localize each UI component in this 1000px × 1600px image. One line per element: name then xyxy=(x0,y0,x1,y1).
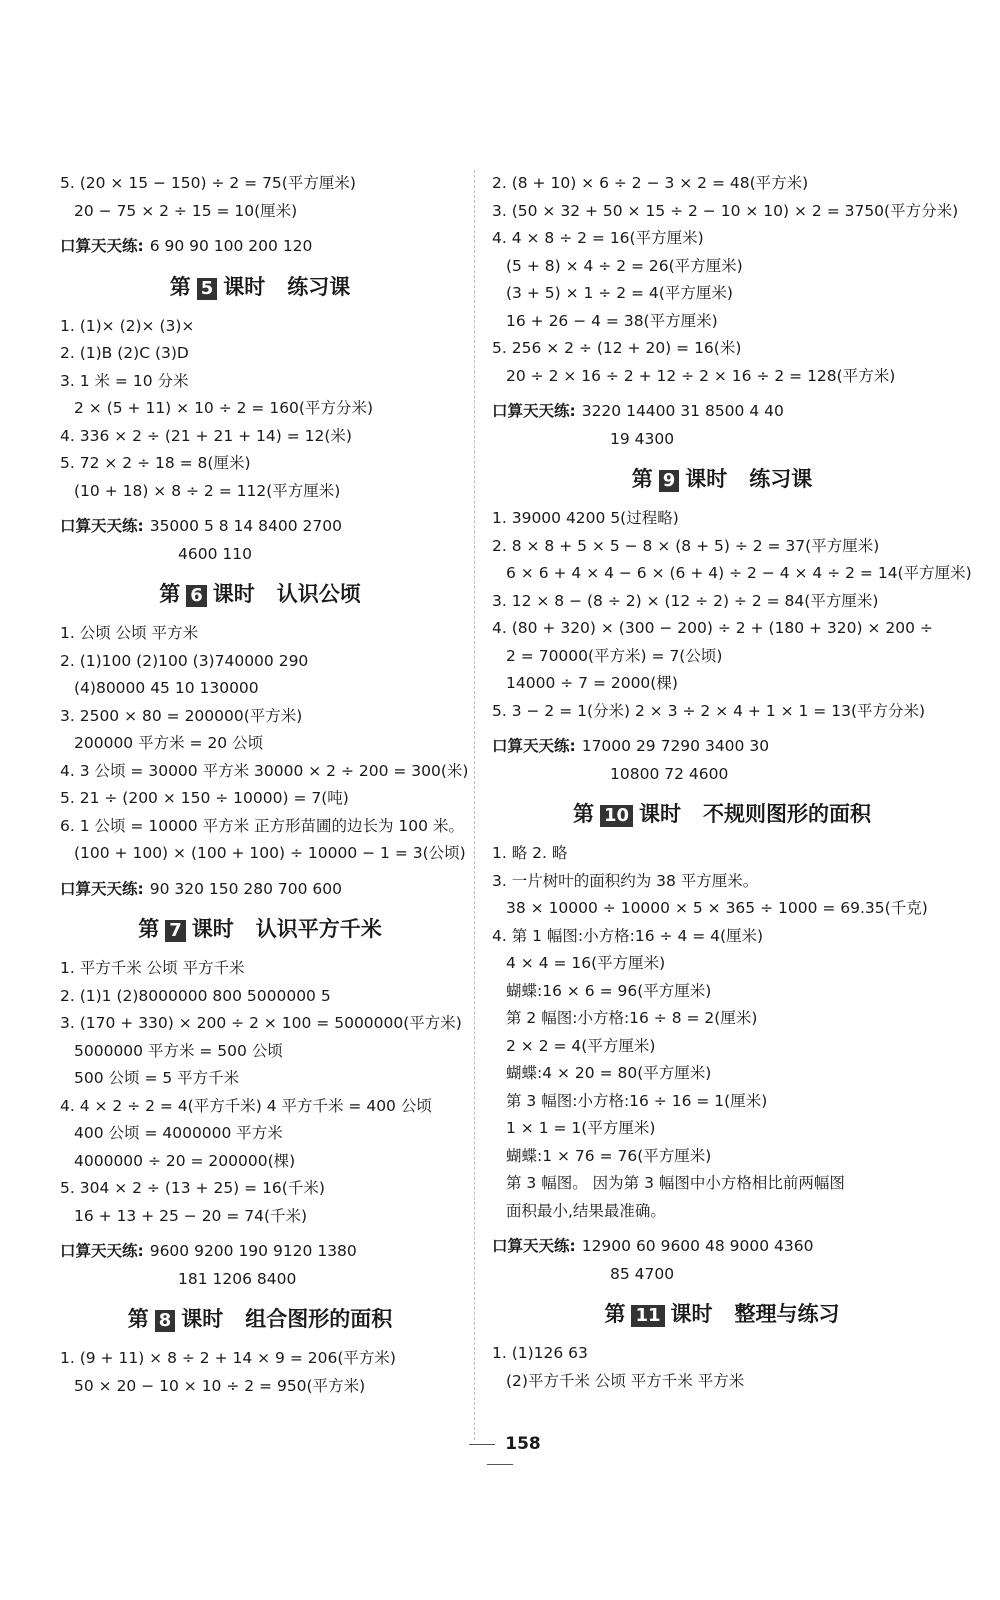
lesson-title: 练习课 xyxy=(749,466,813,491)
answer-line: 4. (80 + 320) × (300 − 200) ÷ 2 + (180 + 320) × 200 ÷ xyxy=(492,619,933,637)
lesson-heading xyxy=(492,788,952,840)
mental-math-row xyxy=(60,876,460,904)
answer-line: 20 ÷ 2 × 16 ÷ 2 + 12 ÷ 2 × 16 ÷ 2 = 128(平方米) xyxy=(506,366,896,385)
answer-line: 4 × 4 = 16(平方厘米) xyxy=(506,954,666,972)
answer-line: 1. 平方千米 公顷 平方千米 xyxy=(60,959,245,977)
lesson-heading xyxy=(492,1288,952,1340)
mental-math-row xyxy=(492,1233,952,1261)
lesson-prefix: 第 xyxy=(604,1301,626,1326)
answer-line: 6. 1 公顷 = 10000 平方米 正方形苗圃的边长为 100 米。 xyxy=(60,816,464,835)
answer-line: 5. 21 ÷ (200 × 150 ÷ 10000) = 7(吨) xyxy=(60,789,349,807)
answer-line: 1. 39000 4200 5(过程略) xyxy=(492,509,679,527)
answer-line: (5 + 8) × 4 ÷ 2 = 26(平方厘米) xyxy=(506,256,743,275)
lesson-title: 练习课 xyxy=(287,273,351,299)
right-column xyxy=(492,170,972,1395)
lesson-heading xyxy=(60,261,460,313)
answer-line: 3. 2500 × 80 = 200000(平方米) xyxy=(60,706,303,725)
lesson-heading xyxy=(492,453,952,505)
mental-math-row xyxy=(60,233,460,261)
answer-line: 4000000 ÷ 20 = 200000(棵) xyxy=(74,1151,296,1170)
answer-line: 1. (1)126 63 xyxy=(492,1344,588,1362)
mental-math-values: 17000 29 7290 3400 30 xyxy=(581,737,770,755)
answer-line: 5. (20 × 15 − 150) ÷ 2 = 75(平方厘米) xyxy=(60,174,356,192)
answer-line: 2. (1)1 (2)8000000 800 5000000 5 xyxy=(60,986,331,1005)
mental-math-values: 12900 60 9600 48 9000 4360 xyxy=(581,1237,814,1255)
lesson-number-badge: 6 xyxy=(186,585,207,607)
answer-line: (3 + 5) × 1 ÷ 2 = 4(平方厘米) xyxy=(506,284,733,302)
lesson-title: 认识公顷 xyxy=(276,581,361,606)
column-divider xyxy=(474,170,475,1440)
answer-line: 4. 4 × 2 ÷ 2 = 4(平方千米) 4 平方千米 = 400 公顷 xyxy=(60,1096,432,1115)
lesson-prefix: 第 xyxy=(631,466,653,491)
mental-math-row xyxy=(492,733,952,761)
lesson-prefix: 第 xyxy=(169,273,191,299)
answer-line: 1 × 1 = 1(平方厘米) xyxy=(506,1119,656,1137)
mental-math-values-continued: 4600 110 xyxy=(178,544,252,563)
lesson-unit: 课时 xyxy=(212,581,255,606)
mental-math-values: 6 90 90 100 200 120 xyxy=(149,237,313,255)
lesson-unit: 课时 xyxy=(191,916,234,941)
answer-line: 1. 公顷 公顷 平方米 xyxy=(60,624,199,642)
answer-line: 2 × 2 = 4(平方厘米) xyxy=(506,1036,656,1055)
mental-math-label: 口算天天练: xyxy=(492,402,576,420)
answer-line: 3. 一片树叶的面积约为 38 平方厘米。 xyxy=(492,871,759,890)
lesson-prefix: 第 xyxy=(138,916,160,941)
answer-line: 第 3 幅图:小方格:16 ÷ 16 = 1(厘米) xyxy=(506,1091,768,1110)
mental-math-label: 口算天天练: xyxy=(492,1237,576,1255)
answer-line: 5. 3 − 2 = 1(分米) 2 × 3 ÷ 2 × 4 + 1 × 1 = 13(平方分米) xyxy=(492,701,926,720)
answer-line: 2 × (5 + 11) × 10 ÷ 2 = 160(平方分米) xyxy=(74,399,374,417)
answer-line: 5. 256 × 2 ÷ (12 + 20) = 16(米) xyxy=(492,339,742,357)
lesson-unit: 课时 xyxy=(223,273,266,299)
lesson-unit: 课时 xyxy=(181,1306,224,1331)
mental-math-row xyxy=(492,398,952,426)
answer-line: 1. 略 2. 略 xyxy=(492,844,568,862)
lesson-unit: 课时 xyxy=(639,801,682,826)
page-number: 158 xyxy=(440,1434,560,1474)
answer-line: 1. (9 + 11) × 8 ÷ 2 + 14 × 9 = 206(平方米) xyxy=(60,1349,396,1367)
mental-math-row xyxy=(60,513,460,541)
mental-math-label: 口算天天练: xyxy=(60,1242,144,1260)
mental-math-values-continued: 181 1206 8400 xyxy=(178,1269,297,1288)
answer-line: 5. 72 × 2 ÷ 18 = 8(厘米) xyxy=(60,454,251,472)
mental-math-row xyxy=(60,1238,460,1266)
answer-line: (4)80000 45 10 130000 xyxy=(74,679,259,697)
answer-line: 3. (170 + 330) × 200 ÷ 2 × 100 = 5000000(平方米) xyxy=(60,1014,462,1032)
lesson-number-badge: 5 xyxy=(197,278,218,300)
answer-line: 5000000 平方米 = 500 公顷 xyxy=(74,1041,283,1060)
answer-line: (100 + 100) × (100 + 100) ÷ 10000 − 1 = 3(公顷) xyxy=(74,844,466,862)
left-column xyxy=(60,170,469,1400)
answer-line: 2 = 70000(平方米) = 7(公顷) xyxy=(506,646,723,665)
mental-math-values-continued: 85 4700 xyxy=(610,1264,675,1283)
answer-line: 4. 第 1 幅图:小方格:16 ÷ 4 = 4(厘米) xyxy=(492,926,764,945)
answer-line: 50 × 20 − 10 × 10 ÷ 2 = 950(平方米) xyxy=(74,1376,366,1395)
lesson-prefix: 第 xyxy=(159,581,181,606)
mental-math-label: 口算天天练: xyxy=(60,879,144,898)
answer-line: (2)平方千米 公顷 平方千米 平方米 xyxy=(506,1371,745,1390)
answer-line: 38 × 10000 ÷ 10000 × 5 × 365 ÷ 1000 = 69.35(千克) xyxy=(506,899,928,917)
answer-line: 蝴蝶:1 × 76 = 76(平方厘米) xyxy=(506,1146,712,1165)
answer-line: 第 2 幅图:小方格:16 ÷ 8 = 2(厘米) xyxy=(506,1009,758,1027)
answer-line: 200000 平方米 = 20 公顷 xyxy=(74,734,264,752)
answer-line: 3. 1 米 = 10 分米 xyxy=(60,371,189,390)
answer-line: 500 公顷 = 5 平方千米 xyxy=(74,1069,240,1087)
mental-math-values: 90 320 150 280 700 600 xyxy=(149,879,342,898)
lesson-title: 整理与练习 xyxy=(734,1301,840,1326)
answer-line: 16 + 13 + 25 − 20 = 74(千米) xyxy=(74,1206,308,1225)
answer-line: 4. 336 × 2 ÷ (21 + 21 + 14) = 12(米) xyxy=(60,426,352,445)
lesson-title: 认识平方千米 xyxy=(255,916,382,941)
lesson-prefix: 第 xyxy=(127,1306,149,1331)
lesson-heading xyxy=(60,1293,460,1345)
answer-line: 20 − 75 × 2 ÷ 15 = 10(厘米) xyxy=(74,201,298,220)
answer-line: 2. (1)100 (2)100 (3)740000 290 xyxy=(60,651,309,670)
answer-line: 第 3 幅图。 因为第 3 幅图中小方格相比前两幅图 xyxy=(506,1174,845,1192)
answer-line: (10 + 18) × 8 ÷ 2 = 112(平方厘米) xyxy=(74,481,341,500)
answer-line: 6 × 6 + 4 × 4 − 6 × (6 + 4) ÷ 2 − 4 × 4 ÷ 2 = 14(平方厘米) xyxy=(506,564,972,582)
answer-line: 16 + 26 − 4 = 38(平方厘米) xyxy=(506,311,718,330)
mental-math-label: 口算天天练: xyxy=(492,737,576,755)
lesson-prefix: 第 xyxy=(572,801,594,826)
mental-math-values: 35000 5 8 14 8400 2700 xyxy=(149,517,342,535)
answer-line: 蝴蝶:16 × 6 = 96(平方厘米) xyxy=(506,981,712,1000)
lesson-title: 不规则图形的面积 xyxy=(703,801,872,826)
answer-line: 3. 12 × 8 − (8 ÷ 2) × (12 ÷ 2) ÷ 2 = 84(平方厘米) xyxy=(492,591,879,610)
lesson-number-badge: 9 xyxy=(659,470,680,492)
lesson-heading xyxy=(60,903,460,955)
lesson-unit: 课时 xyxy=(685,466,728,491)
answer-line: 4. 3 公顷 = 30000 平方米 30000 × 2 ÷ 200 = 300(米) xyxy=(60,761,469,780)
lesson-number-badge: 7 xyxy=(165,920,186,942)
answer-line: 14000 ÷ 7 = 2000(棵) xyxy=(506,674,678,692)
lesson-title: 组合图形的面积 xyxy=(245,1306,393,1331)
answer-line: 2. 8 × 8 + 5 × 5 − 8 × (8 + 5) ÷ 2 = 37(平方厘米) xyxy=(492,536,880,555)
answer-line: 蝴蝶:4 × 20 = 80(平方厘米) xyxy=(506,1064,712,1082)
answer-line: 2. (1)B (2)C (3)D xyxy=(60,344,189,362)
mental-math-label: 口算天天练: xyxy=(60,517,144,535)
answer-line: 2. (8 + 10) × 6 ÷ 2 − 3 × 2 = 48(平方米) xyxy=(492,174,809,192)
answer-line: 面积最小,结果最准确。 xyxy=(506,1201,666,1220)
lesson-number-badge: 11 xyxy=(631,1305,664,1327)
answer-line: 4. 4 × 8 ÷ 2 = 16(平方厘米) xyxy=(492,229,704,247)
mental-math-label: 口算天天练: xyxy=(60,237,144,255)
mental-math-values: 3220 14400 31 8500 4 40 xyxy=(581,402,784,420)
answer-line: 400 公顷 = 4000000 平方米 xyxy=(74,1124,283,1142)
lesson-heading xyxy=(60,568,460,620)
mental-math-values-continued: 10800 72 4600 xyxy=(610,764,729,783)
answer-line: 3. (50 × 32 + 50 × 15 ÷ 2 − 10 × 10) × 2 = 3750(平方分米) xyxy=(492,201,959,220)
mental-math-values-continued: 19 4300 xyxy=(610,429,675,448)
answer-line: 1. (1)× (2)× (3)× xyxy=(60,316,195,335)
lesson-number-badge: 8 xyxy=(155,1310,176,1332)
mental-math-values: 9600 9200 190 9120 1380 xyxy=(149,1242,357,1260)
lesson-unit: 课时 xyxy=(670,1301,713,1326)
lesson-number-badge: 10 xyxy=(600,805,633,827)
answer-line: 5. 304 × 2 ÷ (13 + 25) = 16(千米) xyxy=(60,1179,325,1197)
